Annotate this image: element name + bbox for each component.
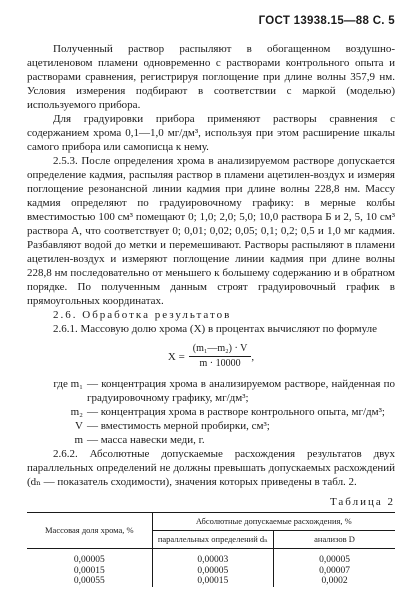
definition-item xyxy=(27,377,395,405)
table-header-analyses: анализов D xyxy=(274,531,395,549)
paragraph-intro: Полученный раствор распыляют в обогащенном воздушно-ацетиленовом пламени одновременно с растворами контрольного опыта и растворами сравнения, регистрируя поглощение при длине волны 357,9 нм. Условия измерения подбирают в соответствии с маркой (моделью) используемого прибора. xyxy=(27,43,395,111)
table-cell: 0,00015 xyxy=(27,566,152,577)
paragraph-2-6-2: 2.6.2. Абсолютные допускаемые расхождения результатов двух параллельных определений не должны превышать допускаемых расхождений (dₙ — показатель сходимости), значения которых приведены в табл. 2. xyxy=(27,448,395,488)
table-cell: 0,0002 xyxy=(321,576,348,586)
table-header-mass-fraction: Массовая доля хрома, % xyxy=(27,513,152,549)
table-cell: 0,00005 xyxy=(27,549,152,566)
table-cell: 0,00015 xyxy=(152,576,273,587)
definition-item xyxy=(27,433,395,447)
formula-lhs: X = xyxy=(167,350,185,363)
table-title: Таблица 2 xyxy=(329,496,395,508)
formula-tail: , xyxy=(251,350,255,363)
definition-text: — концентрация хрома в анализируемом растворе, найденная по градуировочному графику, мг/дм³; xyxy=(87,378,395,404)
definition-text: — вместимость мерной пробирки, см³; xyxy=(87,420,270,432)
definition-symbol: V xyxy=(75,420,83,432)
definition-text: — масса навески меди, г. xyxy=(87,434,205,446)
section-heading-2-6: 2.6. Обработка результатов xyxy=(53,309,232,321)
document-page xyxy=(27,14,395,587)
tolerance-table xyxy=(27,512,395,587)
formula-denominator: m · 10000 xyxy=(199,358,241,369)
table-row xyxy=(27,576,395,587)
table-header-parallel: параллельных определений dₙ xyxy=(152,531,273,549)
definition-symbol: m xyxy=(74,434,83,446)
formula-numerator: (m₁—m₂) · V xyxy=(189,342,252,357)
paragraph-2-5-3: 2.5.3. После определения хрома в анализируемом растворе допускается определение кадмия, распыляя раствор в пламени ацетилен-воздух и измеряя поглощение резонансной линии кадмия при длине волны 228,8 нм. Массу кадмия определяют по градуировочному графику: в мерные колбы вместимостью 100 см³ помещают 0; 1,0; 2,0; 5,0; 10,0 раствора Б и 2, 5, 10 см³ раствора А, что соответствует 0; 0,01; 0,02; 0,05; 0,1; 0,2; 0,5 и 1,0 мг кадмия. Разбавляют водой до метки и перемешивают. Растворы распыляют в пламени ацетилен-воздух и измеряют поглощение линии кадмия при длине волны 228,8 нм последовательно от меньшего к большему содержанию и в обратном порядке. По полученным данным строят градуировочный график в прямоугольных координатах. xyxy=(27,155,395,307)
table-cell: 0,00005 xyxy=(152,566,273,577)
table-cell: 0,00007 xyxy=(319,565,350,576)
paragraph-2-6-1: 2.6.1. Массовую долю хрома (X) в процентах вычисляют по формуле xyxy=(53,323,378,335)
formula-fraction xyxy=(189,342,255,371)
definitions-list xyxy=(27,377,395,447)
table-cell: 0,00003 xyxy=(152,549,273,566)
table-cell: 0,00055 xyxy=(27,576,152,587)
table-header-tolerances: Абсолютные допускаемые расхождения, % xyxy=(152,513,395,531)
definition-item xyxy=(27,405,395,419)
definition-item xyxy=(27,419,395,433)
table-row xyxy=(27,566,395,577)
page-header: ГОСТ 13938.15—88 С. 5 xyxy=(258,15,395,27)
definition-text: — концентрация хрома в растворе контрольного опыта, мг/дм³; xyxy=(87,406,385,418)
definition-symbol: m₁ xyxy=(70,378,83,390)
table-cell: 0,00005 xyxy=(319,555,350,565)
definition-symbol: m₂ xyxy=(70,406,83,418)
table-row xyxy=(27,549,395,566)
definitions-where: где xyxy=(53,378,68,390)
paragraph-calibration: Для градуировки прибора применяют растворы сравнения с содержанием хрома 0,1—1,0 мг/дм³, используя при этом расширение шкалы самого прибора или самописца к нему. xyxy=(27,113,395,153)
formula xyxy=(27,342,395,371)
